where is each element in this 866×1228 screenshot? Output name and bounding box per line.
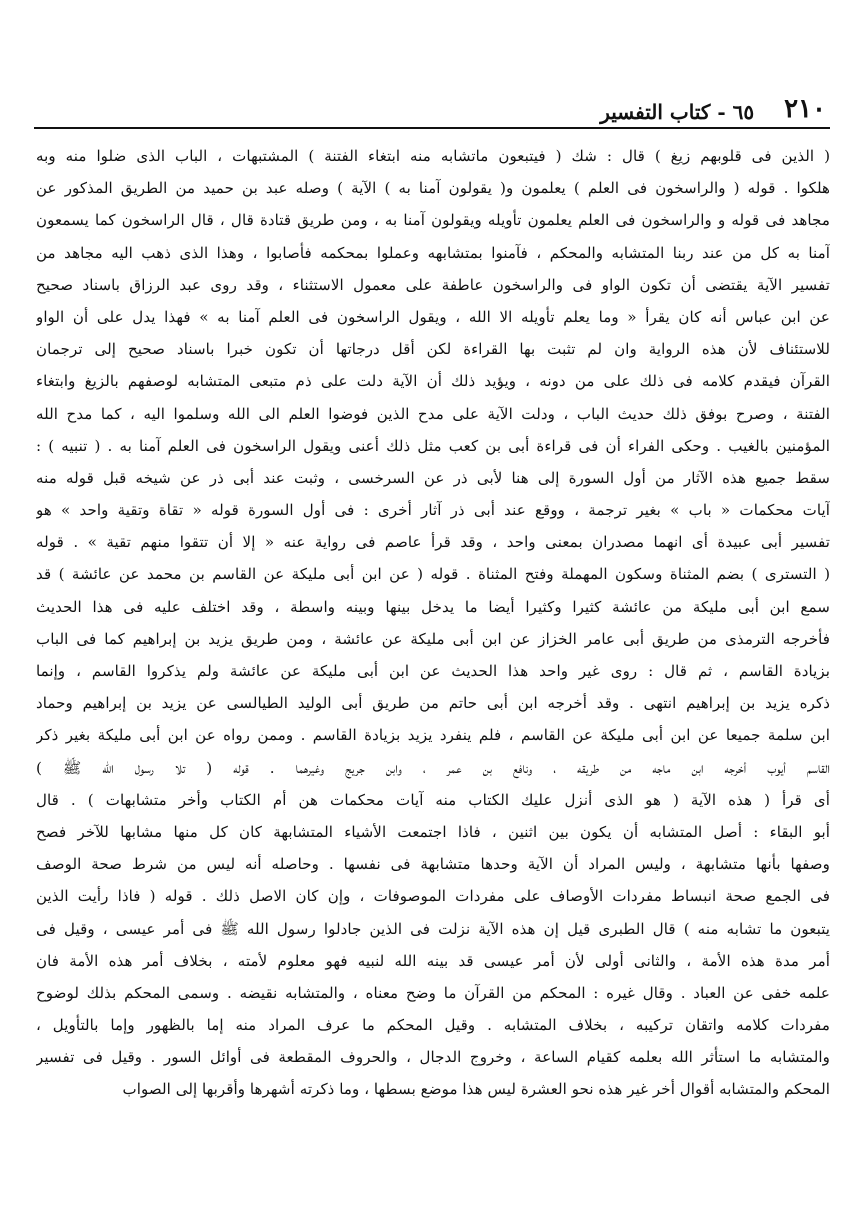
text-line: وصفها بأنها متشابهة ، وليس المراد أن الآية وحدها متشابهة فى نفسها . وحاصله أنه ليس من شرط صحة الوصف bbox=[36, 855, 830, 874]
text-line: آمنا به كل من عند ربنا المتشابه والمحكم ، فآمنوا بمتشابهه وعملوا بمحكمه فأصابوا ، وهذا الذى ذهب اليه مجاهد من bbox=[36, 243, 830, 262]
page-number: ٢١٠ bbox=[784, 94, 826, 124]
text-line: للاستئناف لأن هذه الرواية وان لم تثبت بها القراءة لكن أقل درجاتها أن تكون خبرا باسناد صحيح إلى ترجمان bbox=[36, 340, 830, 359]
text-line: أى قرأ ( هذه الآية ( هو الذى أنزل عليك الكتاب منه آيات محكمات هن أم الكتاب وأخر متشابهات ) . قال bbox=[36, 790, 830, 809]
text-line: تفسير الآية يقتضى أن تكون الواو فى والراسخون عاطفة على معمول الاستثناء ، وقد روى عبد الرزاق باسناد صحيح bbox=[36, 275, 830, 294]
running-title: ٦٥ - كتاب التفسير bbox=[600, 100, 755, 124]
text-line: يتبعون ما تشابه منه ) قال الطبرى قيل إن هذه الآية نزلت فى الذين جادلوا رسول الله ﷺ فى أمر عيسى ، وقيل فى bbox=[36, 919, 830, 938]
text-line: مجاهد فى قوله و والراسخون فى العلم يعلمون تأويله ويقولون آمنا به ، ومن طريق قتادة قال ، قال الراسخون كما يسمعون bbox=[36, 211, 830, 230]
text-line: أمر مدة هذه الأمة ، والثانى أولى لأن أمر عيسى قد بينه الله لنبيه فهو معلوم لأمته ، بخلاف أمر هذه الأمة فان bbox=[36, 951, 830, 970]
text-line: المؤمنين بالغيب . وحكى الفراء أن فى قراءة أبى بن كعب مثل ذلك أعنى ويقول الراسخون فى العلم آمنا به . ( تنبيه ) : bbox=[36, 436, 830, 455]
text-line: ( التسترى ) بضم المثناة وسكون المهملة وفتح المثناة . قوله ( عن ابن أبى مليكة عن القاسم بن محمد عن عائشة ) قد bbox=[36, 565, 830, 584]
text-line: المحكم والمتشابه أقوال أخر غير هذه نحو العشرة ليس هذا موضع بسطها ، وما ذكرته أشهرها وأقربها إلى الصواب bbox=[122, 1080, 830, 1099]
text-line: ذكره يزيد بن إبراهيم انتهى . وقد أخرجه ابن أبى حاتم من طريق أبى الوليد الطيالسى عن يزيد بن إبراهيم وحماد bbox=[36, 694, 830, 713]
text-line: سقط جميع هذه الآثار من أول السورة إلى هنا لأبى ذر عن السرخسى ، وثبت عند أبى ذر عن شيخه قبل قوله منه bbox=[36, 468, 830, 487]
text-line: القرآن فيقدم كلامه فى ذلك على من دونه ، ويؤيد ذلك أن الآية دلت على ذم متبعى المتشابه لوصفهم بالزيغ وابتغاء bbox=[36, 372, 830, 391]
text-line: سمع ابن أبى مليكة من عائشة كثيرا وكثيرا أيضا ما يدخل بينها وبينه واسطة ، وقد اختلف عليه فى هذا الحديث bbox=[36, 597, 830, 616]
text-line: والمتشابه ما استأثر الله بعلمه كقيام الساعة ، وخروج الدجال ، والحروف المقطعة فى أوائل السور . وقيل فى تفسير bbox=[36, 1048, 830, 1067]
text-line: هلكوا . قوله ( والراسخون فى العلم ) يعلمون و( يقولون آمنا به ) الآية ) وصله عبد بن حميد من الطريق المذكور عن bbox=[36, 179, 830, 198]
text-line: ( الذين فى قلوبهم زيغ ) قال : شك ( فيتبعون ماتشابه منه ابتغاء الفتنة ) المشتبهات ، الباب الذى ضلوا منه وبه bbox=[36, 147, 830, 165]
header-rule bbox=[34, 127, 830, 129]
text-line: فأخرجه الترمذى من طريق أبى عامر الخزاز عن ابن أبى مليكة عن عائشة ، ومن طريق يزيد بن إبراهيم كما فى الباب bbox=[36, 629, 830, 648]
text-line: تفسير أبى عبيدة أى انهما مصدران بمعنى واحد ، وقد قرأ عاصم فى رواية عنه « إلا أن تتقوا منهم تقية » . قوله bbox=[36, 533, 830, 552]
text-line: القاسم أيوب أخرجه ابن ماجه من طريقه ، ونافع بن عمر ، وابن جريج وغيرهما . قوله ( تلا رسول الله ﷺ ) bbox=[36, 758, 830, 777]
text-line: أبو البقاء : أصل المتشابه أن يكون بين اثنين ، فاذا اجتمعت الأشياء المتشابهة كان كل منها مشابها للآخر فصح bbox=[36, 822, 830, 841]
text-line: آيات محكمات « باب » بغير ترجمة ، ووقع عند أبى ذر آثار أخرى : فى أول السورة قوله « تقاة وتقية واحد » هو bbox=[36, 501, 830, 520]
text-line: الفتنة ، وصرح بوفق ذلك حديث الباب ، ودلت الآية على مدح الذين فوضوا العلم الى الله وسلموا اليه ، كما مدح الله bbox=[36, 404, 830, 423]
text-line: عن ابن عباس أنه كان يقرأ « وما يعلم تأويله الا الله ، ويقول الراسخون فى العلم آمنا به » فهذا يدل على أن الواو bbox=[36, 307, 830, 326]
text-line: فى الجمع صحة انبساط مفردات الأوصاف على مفردات الموصوفات ، وإن كان الاصل ذلك . قوله ( فاذا رأيت الذين bbox=[36, 887, 830, 906]
text-line: بزيادة القاسم ، ثم قال : روى غير واحد هذا الحديث عن ابن أبى مليكة عن عائشة ولم يذكروا القاسم ، وإنما bbox=[36, 662, 830, 680]
text-line: مفردات كلامه واتقان تركيبه ، بخلاف المتشابه . وقيل المحكم ما عرف المراد منه إما بالظهور وإما بالتأويل ، bbox=[36, 1016, 830, 1035]
text-line: ابن سلمة جميعا عن ابن أبى مليكة عن القاسم ، فلم ينفرد يزيد بزيادة القاسم . وممن رواه عن ابن أبى مليكة بغير ذكر bbox=[36, 726, 830, 745]
page-header bbox=[40, 86, 826, 124]
text-line: علمه خفى عن العباد . وقال غيره : المحكم من القرآن ما وضح معناه ، والمتشابه نقيضه . وسمى المحكم بذلك لوضوح bbox=[36, 983, 830, 1002]
commentary-text bbox=[36, 140, 830, 1106]
